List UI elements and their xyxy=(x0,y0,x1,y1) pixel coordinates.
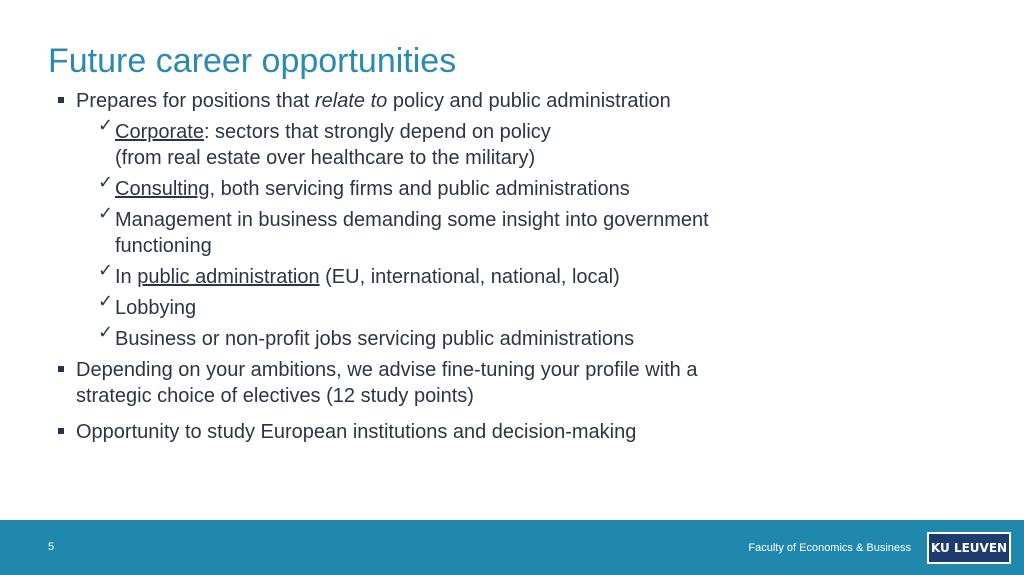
sub-item-text: Business or non-profit jobs servicing public administrations xyxy=(115,328,635,350)
page-number: 5 xyxy=(48,541,55,553)
sub-item-link: Corporate xyxy=(115,121,204,143)
bullet-text-emphasis: relate to xyxy=(315,90,388,112)
sub-item-text-pre: In xyxy=(115,266,138,288)
sub-item-business-nonprofit xyxy=(98,322,776,352)
sub-item-link: public administration xyxy=(137,266,320,288)
bullet-item xyxy=(56,419,776,445)
square-bullet-icon xyxy=(58,366,64,372)
bullet-text: Depending on your ambitions, we advise fine-tuning your profile with a xyxy=(76,359,698,381)
slide-title: Future career opportunities xyxy=(48,42,457,80)
checkmark-icon: ✓ xyxy=(98,172,114,193)
square-bullet-icon xyxy=(58,97,64,103)
footer-bar xyxy=(0,520,1024,575)
sub-item-public-administration xyxy=(98,260,776,290)
sub-item-link: Consulting xyxy=(115,178,210,200)
sub-item-text: (EU, international, national, local) xyxy=(319,266,620,288)
bullet-text-post: policy and public administration xyxy=(387,90,671,112)
slide-content xyxy=(56,88,776,455)
sub-item-lobbying xyxy=(98,291,776,321)
sub-item-text-line2: (from real estate over healthcare to the military) xyxy=(115,147,536,169)
bullet-item xyxy=(56,357,776,409)
square-bullet-icon xyxy=(58,428,64,434)
sub-item-text: Management in business demanding some insight into government functioning xyxy=(115,209,709,257)
bullet-text: Opportunity to study European institutions and decision-making xyxy=(76,421,637,443)
ku-leuven-logo: KU LEUVEN xyxy=(927,532,1011,564)
checkmark-icon: ✓ xyxy=(98,260,114,281)
checkmark-icon: ✓ xyxy=(98,291,114,312)
sub-item-corporate xyxy=(98,115,776,171)
sub-item-management xyxy=(98,203,776,259)
checkmark-icon: ✓ xyxy=(98,115,114,136)
sub-item-text: : sectors that strongly depend on policy xyxy=(203,121,551,143)
bullet-text-line2: strategic choice of electives (12 study points) xyxy=(76,385,474,407)
bullet-item xyxy=(56,88,776,352)
sub-item-text: , both servicing firms and public administrations xyxy=(209,178,630,200)
sub-item-text: Lobbying xyxy=(115,297,197,319)
faculty-name: Faculty of Economics & Business xyxy=(748,542,911,554)
bullet-text-pre: Prepares for positions that xyxy=(76,90,316,112)
checkmark-icon: ✓ xyxy=(98,203,114,224)
sub-item-consulting xyxy=(98,172,776,202)
checkmark-icon: ✓ xyxy=(98,322,114,343)
sub-list xyxy=(98,115,776,352)
